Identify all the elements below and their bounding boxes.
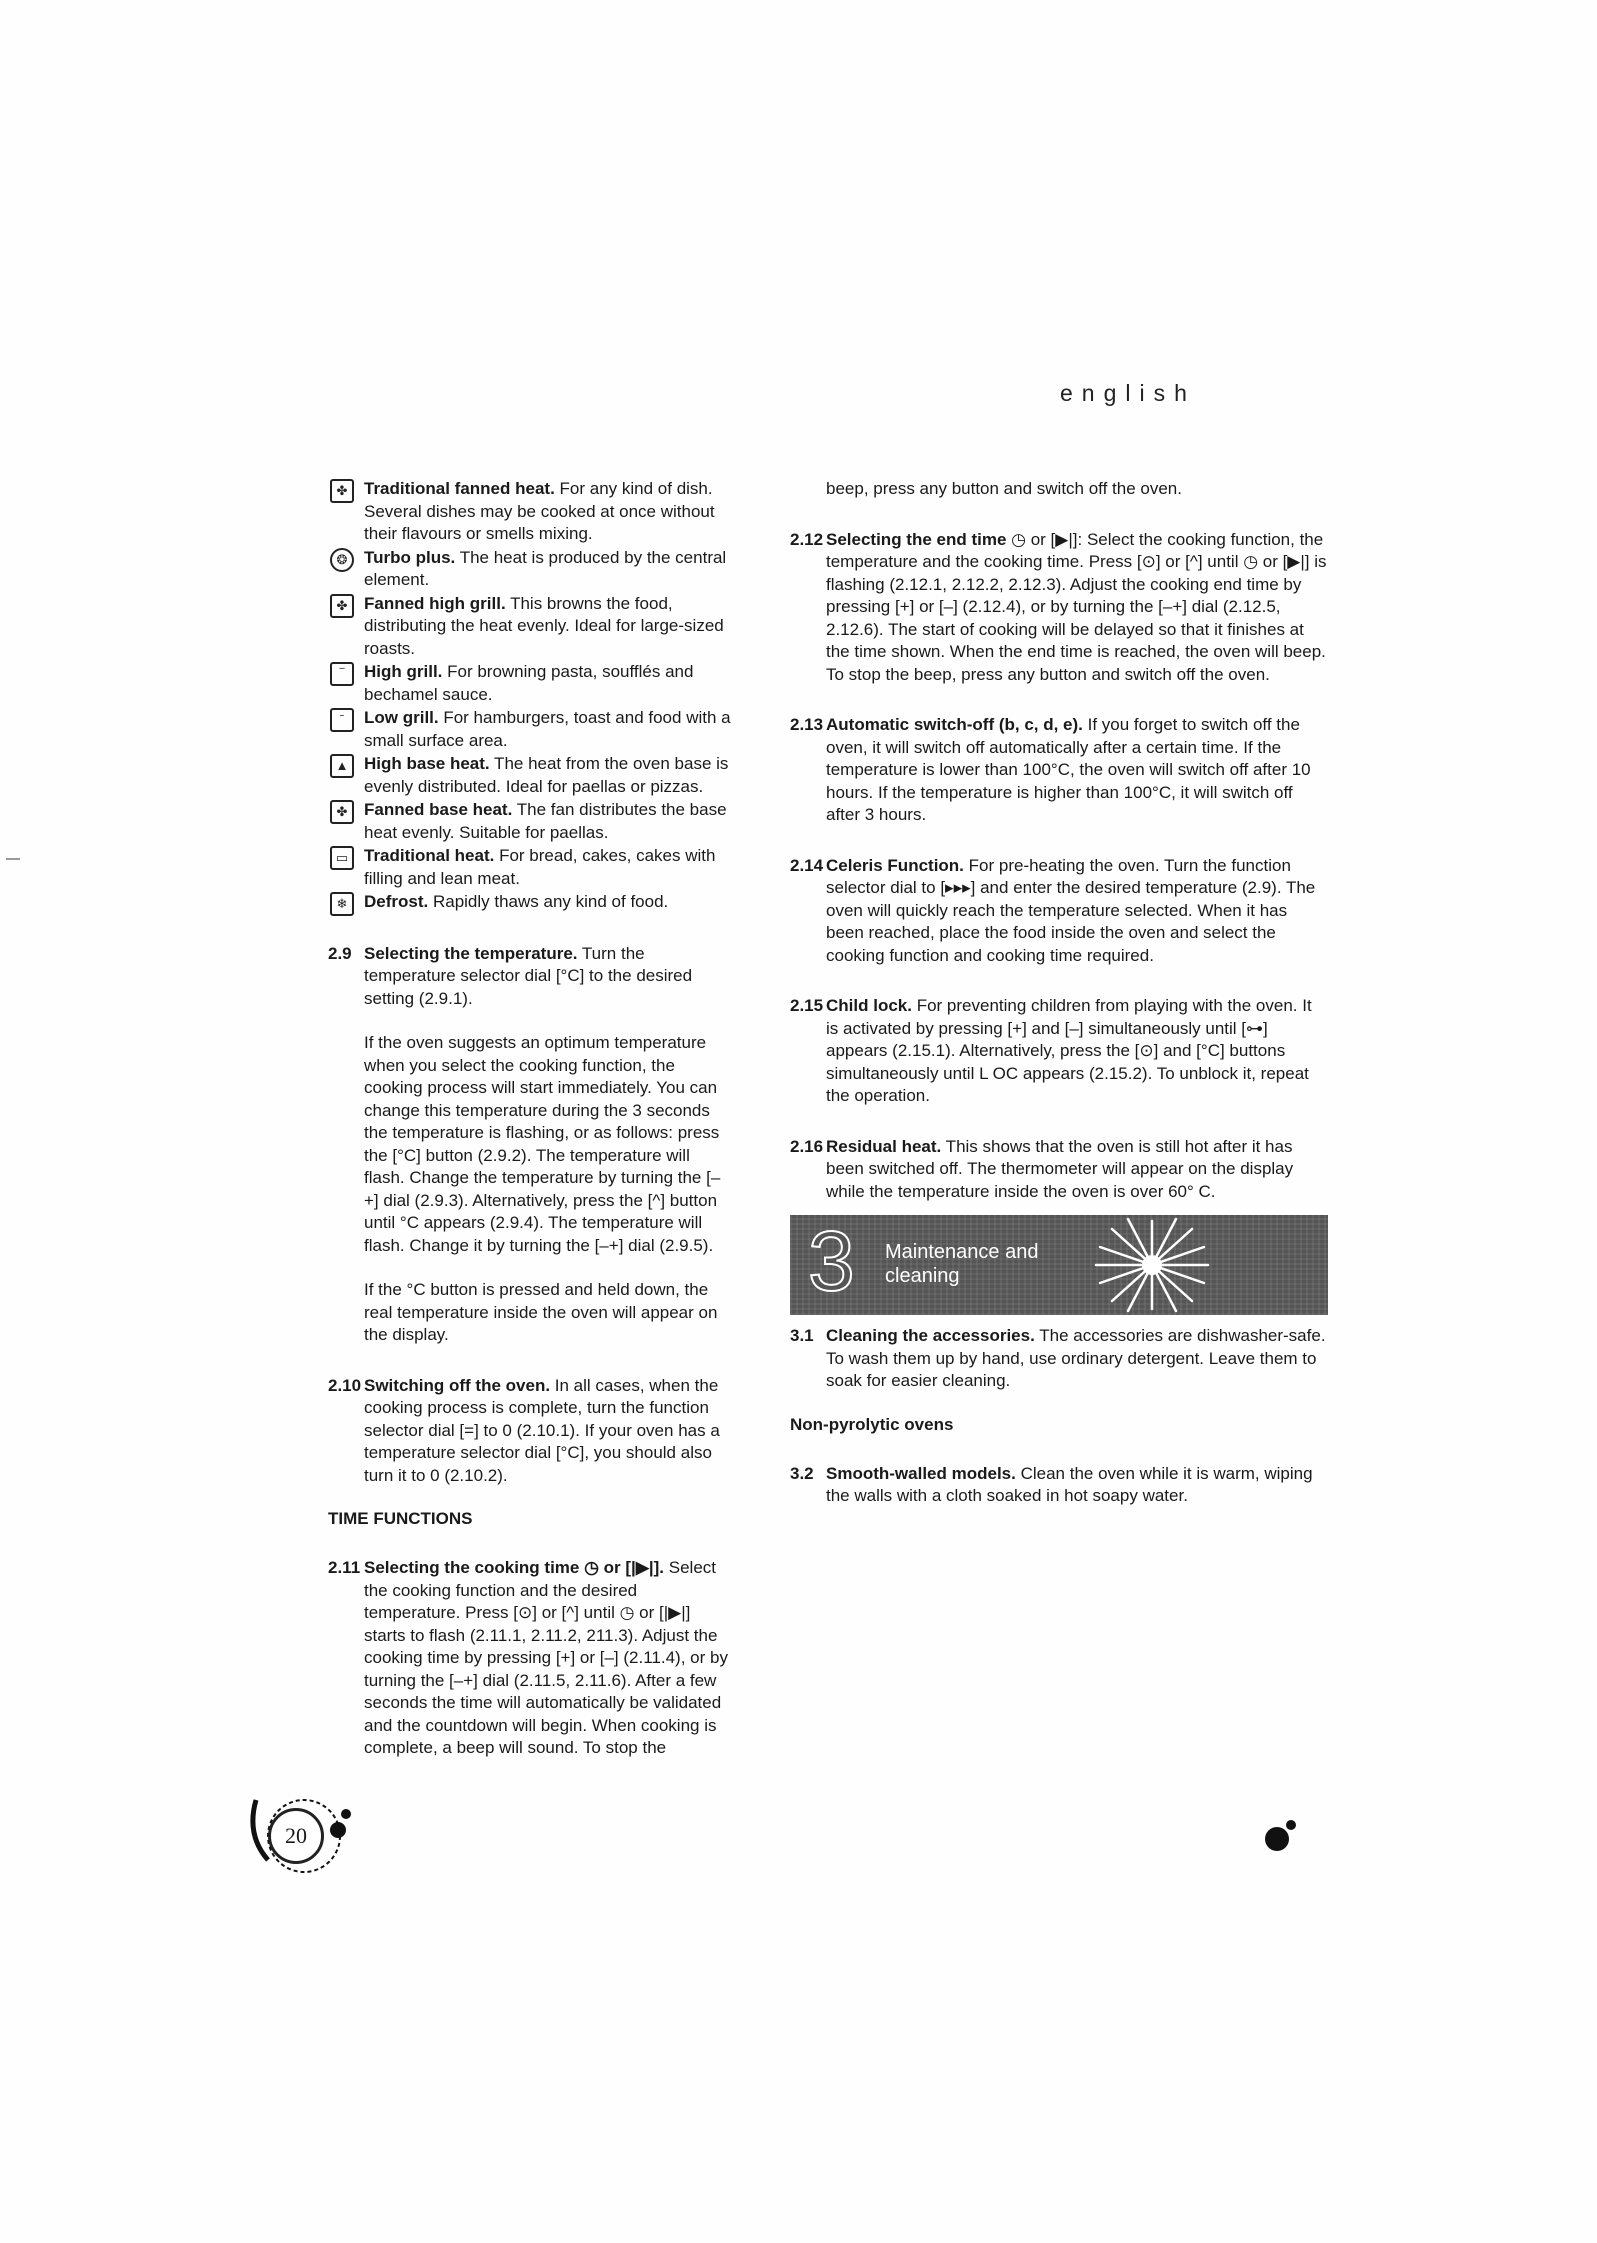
scan-mark — [6, 858, 20, 860]
chapter-banner — [790, 1215, 1328, 1315]
function-text: Rapidly thaws any kind of food. — [428, 892, 669, 911]
section-2-13 — [790, 714, 1328, 827]
section-text: In all cases, when the cooking process is complete, turn the function selector dial [=] to 0 (2.10.1). If your oven has a temperature selector dial [°C], you should also turn it to 0 (2.10.2). — [364, 1375, 720, 1485]
function-list — [328, 478, 734, 914]
section-number: 2.9 — [328, 943, 352, 963]
section-title: Child lock. — [826, 996, 912, 1015]
high-grill-icon: ‾ — [330, 662, 354, 686]
fanned-base-heat-icon: ✤ — [330, 800, 354, 824]
section-number: 3.2 — [790, 1463, 814, 1483]
function-item-traditional-heat — [328, 845, 734, 890]
chapter-title-line: Maintenance and — [885, 1241, 1039, 1263]
fan-heat-icon: ✤ — [330, 479, 354, 503]
function-text: For hamburgers, toast and food with a small surface area. — [364, 708, 731, 750]
function-item-defrost — [328, 891, 734, 914]
function-item-low-grill — [328, 707, 734, 752]
section-text: For pre-heating the oven. Turn the function selector dial to [▸▸▸] and enter the desired temperature (2.9). The oven will quickly reach the temperature selected. When it has been reached, place the food inside the oven and select the cooking function and cooking time required. — [826, 855, 1316, 965]
right-column — [790, 478, 1328, 1508]
fanned-grill-icon: ✤ — [330, 594, 354, 618]
section-title: Celeris Function. — [826, 855, 964, 875]
function-text: The heat is produced by the central element. — [364, 547, 727, 589]
section-text: For preventing children from playing with the oven. It is activated by pressing [+] and [–] simultaneously until [⊶] appears (2.15.1). Alternatively, press the [⊙] and [°C] buttons simultaneously until L OC appears (2.15.2). To unblock it, repeat the operation. — [826, 996, 1312, 1105]
section-title-suffix: or [|▶|]. — [598, 1558, 665, 1577]
section-title: Smooth-walled models. — [826, 1463, 1016, 1483]
section-number: 2.15 — [790, 996, 824, 1015]
section-text: If you forget to switch off the oven, it will switch off automatically after a certain time. If the temperature is lower than 100°C, the oven will switch off after 10 hours. If the temperature is higher than 100°C, it will switch off after 3 hours. — [826, 715, 1311, 824]
function-text: For bread, cakes, cakes with filling and lean meat. — [364, 846, 716, 888]
function-item-fanned-base-heat — [328, 799, 734, 844]
language-label: english — [1060, 380, 1196, 406]
section-2-12 — [790, 529, 1328, 687]
section-number: 3.1 — [790, 1326, 814, 1345]
traditional-heat-icon: ▭ — [330, 846, 354, 870]
section-text: ◷ or [▶|]: Select the cooking function, the temperature and the cooking time. Press [⊙] or [^] until ◷ or [▶|] is flashing (2.12.1, 2.12.2, 2.12.3). Adjust the cooking end time by pressing [+] or [–] (2.12.4), or by turning the [–+] dial (2.12.5, 2.12.6). The start of cooking will be delayed so that it finishes at the time shown. When the end time is reached, the oven will beep. To stop the beep, press any button and switch off the oven. — [826, 529, 1327, 684]
low-grill-icon: ˉ — [330, 708, 354, 732]
section-number: 2.14 — [790, 855, 824, 875]
section-title: Automatic switch-off (b, c, d, e). — [826, 715, 1083, 734]
section-2-10 — [328, 1375, 734, 1488]
function-title: Fanned base heat. — [364, 800, 513, 819]
function-text: For any kind of dish. Several dishes may be cooked at once without their flavours or smells mixing. — [364, 479, 715, 543]
function-title: Traditional fanned heat. — [364, 479, 555, 498]
non-pyrolytic-heading: Non-pyrolytic ovens — [790, 1414, 954, 1434]
function-title: Traditional heat. — [364, 846, 495, 865]
section-3-1 — [790, 1325, 1328, 1393]
section-text: Select the cooking function and the desired temperature. Press [⊙] or [^] until ◷ or [|▶|] starts to flash (2.11.1, 2.11.2, 211.3). Adjust the cooking time by pressing [+] or [–] (2.11.4), or by turning the [–+] dial (2.11.5, 2.11.6). After a few seconds the time will automatically be validated and the countdown will begin. When cooking is complete, a beep will sound. To stop the — [364, 1558, 728, 1757]
section-title: Cleaning the accessories. — [826, 1326, 1035, 1345]
time-functions-heading: TIME FUNCTIONS — [328, 1509, 473, 1528]
function-text: The fan distributes the base heat evenly. Suitable for paellas. — [364, 800, 727, 842]
function-item-turbo-plus — [328, 547, 734, 592]
page-number: 20 — [268, 1808, 324, 1864]
chapter-title-line: cleaning — [885, 1265, 960, 1287]
chapter-title — [885, 1240, 1038, 1288]
function-title: Turbo plus. — [364, 547, 456, 567]
function-title: High grill. — [364, 662, 443, 681]
section-title: Selecting the cooking time — [364, 1558, 580, 1577]
function-item-high-base-heat — [328, 753, 734, 798]
section-number: 2.11 — [328, 1558, 361, 1577]
section-2-15 — [790, 995, 1328, 1108]
section-text: beep, press any button and switch off the oven. — [826, 479, 1182, 498]
function-text: For browning pasta, soufflés and bechamel sauce. — [364, 662, 694, 704]
function-title: Defrost. — [364, 892, 429, 911]
section-text: Turn the temperature selector dial [°C] to the desired setting (2.9.1). — [364, 943, 693, 1008]
section-3-2 — [790, 1463, 1328, 1508]
brand-dot-icon — [1262, 1818, 1298, 1854]
section-title: Selecting the temperature. — [364, 943, 578, 963]
section-2-14 — [790, 855, 1328, 968]
function-text: This browns the food, distributing the heat evenly. Ideal for large-sized roasts. — [364, 593, 724, 658]
section-number: 2.16 — [790, 1136, 824, 1156]
turbo-plus-icon: ❂ — [330, 548, 354, 572]
section-text: This shows that the oven is still hot after it has been switched off. The thermometer will appear on the display while the temperature inside the oven is over 60° C. — [826, 1136, 1294, 1201]
function-item-fanned-high-grill — [328, 593, 734, 661]
function-title: Fanned high grill. — [364, 593, 506, 613]
section-text: Clean the oven while it is warm, wiping the walls with a cloth soaked in hot soapy water. — [826, 1463, 1313, 1505]
section-number: 2.10 — [328, 1375, 362, 1395]
section-number: 2.12 — [790, 529, 824, 549]
section-paragraph: If the °C button is pressed and held down, the real temperature inside the oven will appear on the display. — [364, 1280, 718, 1344]
section-number: 2.13 — [790, 715, 824, 734]
function-text: The heat from the oven base is evenly distributed. Ideal for paellas or pizzas. — [364, 754, 729, 796]
chapter-number: 3 — [808, 1215, 855, 1308]
section-title: Selecting the end time — [826, 529, 1007, 549]
section-paragraph: If the oven suggests an optimum temperature when you select the cooking function, the cooking process will start immediately. You can change this temperature during the 3 seconds the temperature is flashing, or as follows: press the [°C] button (2.9.2). The temperature will flash. Change the temperature by turning the [–+] dial (2.9.3). Alternatively, press the [^] button until °C appears (2.9.4). The temperature will flash. Change it by turning the [–+] dial (2.9.5). — [364, 1033, 721, 1255]
section-2-9 — [328, 943, 734, 1347]
section-text: The accessories are dishwasher-safe. To wash them up by hand, use ordinary detergent. Leave them to soak for easier cleaning. — [826, 1326, 1326, 1390]
section-2-11 — [328, 1557, 734, 1760]
sparkle-star-icon — [1082, 1217, 1222, 1313]
function-item-traditional-fanned-heat — [328, 478, 734, 546]
clock-icon: ◷ — [584, 1558, 599, 1577]
high-base-heat-icon: ▲ — [330, 754, 354, 778]
section-2-16 — [790, 1136, 1328, 1204]
section-title: Switching off the oven. — [364, 1375, 551, 1395]
function-item-high-grill — [328, 661, 734, 706]
function-title: High base heat. — [364, 754, 490, 773]
defrost-icon: ❄ — [330, 892, 354, 916]
left-column — [328, 478, 734, 1760]
continued-text — [790, 478, 1328, 501]
function-title: Low grill. — [364, 708, 439, 727]
section-title: Residual heat. — [826, 1136, 942, 1156]
